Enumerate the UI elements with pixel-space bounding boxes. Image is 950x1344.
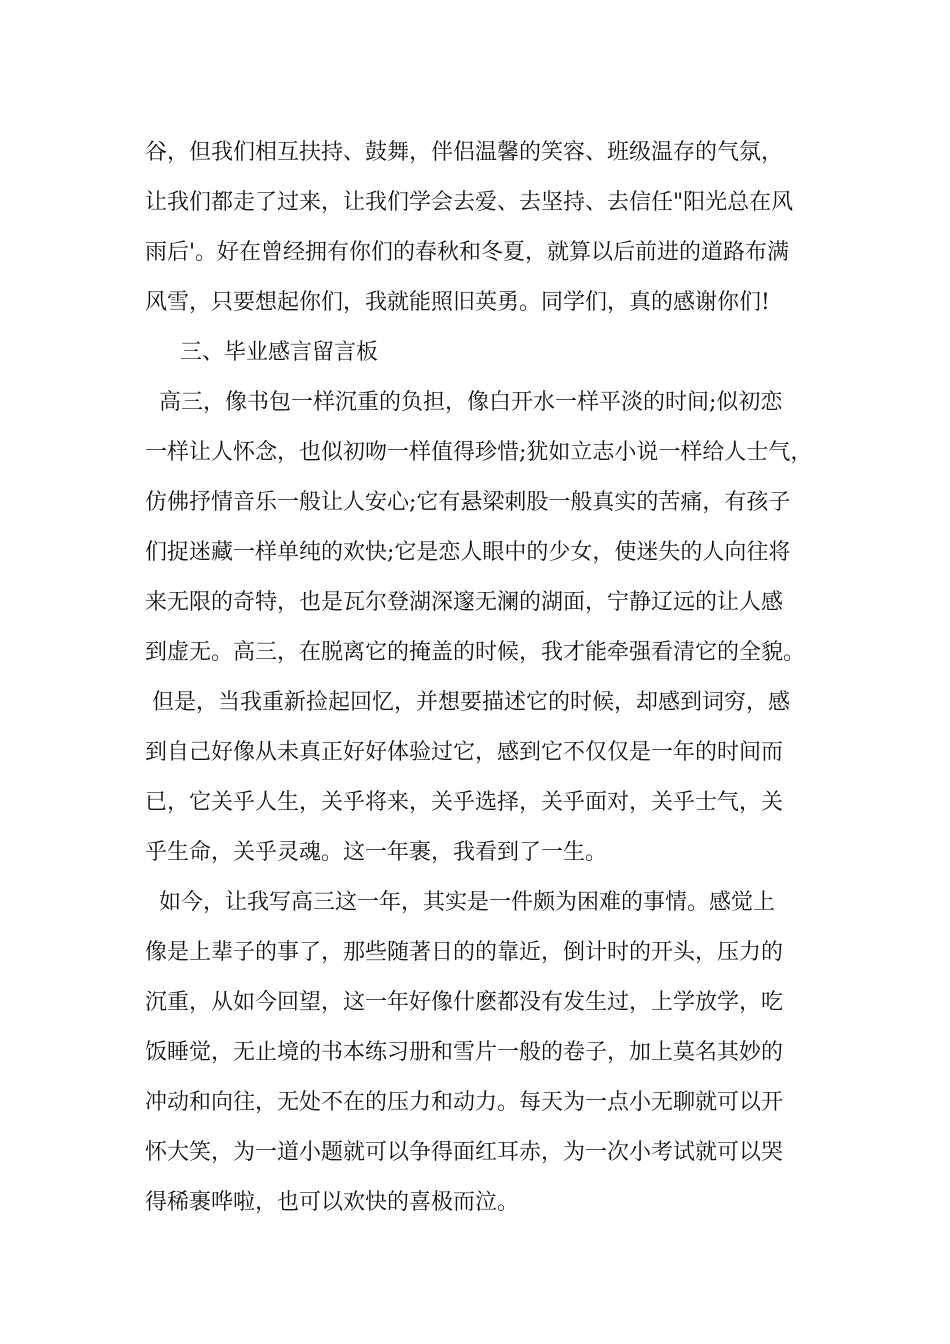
text-line: 到虚无。高三，在脱离它的掩盖的时候，我才能牵强看清它的全貌。 [145,640,806,665]
text-line: 高三，像书包一样沉重的负担，像白开水一样平淡的时间;似初恋 [145,390,783,415]
text-line: 让我们都走了过来，让我们学会去爱、去坚持、去信任"阳光总在风 [145,190,794,215]
body-text [145,128,815,1228]
text-line: 沉重，从如今回望，这一年好像什麽都没有发生过，上学放学，吃 [145,990,784,1015]
text-line: 到自己好像从未真正好好体验过它，感到它不仅仅是一年的时间而 [145,740,784,765]
text-line: 已，它关乎人生，关乎将来，关乎选择，关乎面对，关乎士气，关 [145,790,784,815]
text-line: 乎生命，关乎灵魂。这一年裹，我看到了一生。 [145,840,608,865]
text-line: 谷，但我们相互扶持、鼓舞，伴侣温馨的笑容、班级温存的气氛， [145,140,784,165]
text-line: 得稀裹哗啦，也可以欢快的喜极而泣。 [145,1190,520,1215]
text-line: 怀大笑，为一道小题就可以争得面红耳赤，为一次小考试就可以哭 [145,1140,784,1165]
text-line: 像是上辈子的事了，那些随著日的的靠近，倒计时的开头，压力的 [145,940,784,965]
text-line: 但是，当我重新捡起回忆，并想要描述它的时候，却感到词穷，感 [145,690,790,715]
text-line: 仿佛抒情音乐一般让人安心;它有悬梁刺股一般真实的苦痛，有孩子 [145,490,791,515]
text-line: 如今，让我写高三这一年，其实是一件颇为困难的事情。感觉上 [145,890,775,915]
text-line: 冲动和向往，无处不在的压力和动力。每天为一点小无聊就可以开 [145,1090,784,1115]
text-line: 来无限的奇特，也是瓦尔登湖深邃无澜的湖面，宁静辽远的让人感 [145,590,784,615]
text-line: 雨后'。好在曾经拥有你们的春秋和冬夏，就算以后前进的道路布满 [145,240,790,265]
text-line: 风雪，只要想起你们，我就能照旧英勇。同学们，真的感谢你们! [145,290,770,315]
text-line: 饭睡觉，无止境的书本练习册和雪片一般的卷子，加上莫名其妙的 [145,1040,784,1065]
section-heading: 三、毕业感言留言板 [145,340,378,365]
text-line: 们捉迷藏一样单纯的欢快;它是恋人眼中的少女，使迷失的人向往将 [145,540,791,565]
text-line: 一样让人怀念，也似初吻一样值得珍惜;犹如立志小说一样给人士气， [145,440,813,465]
